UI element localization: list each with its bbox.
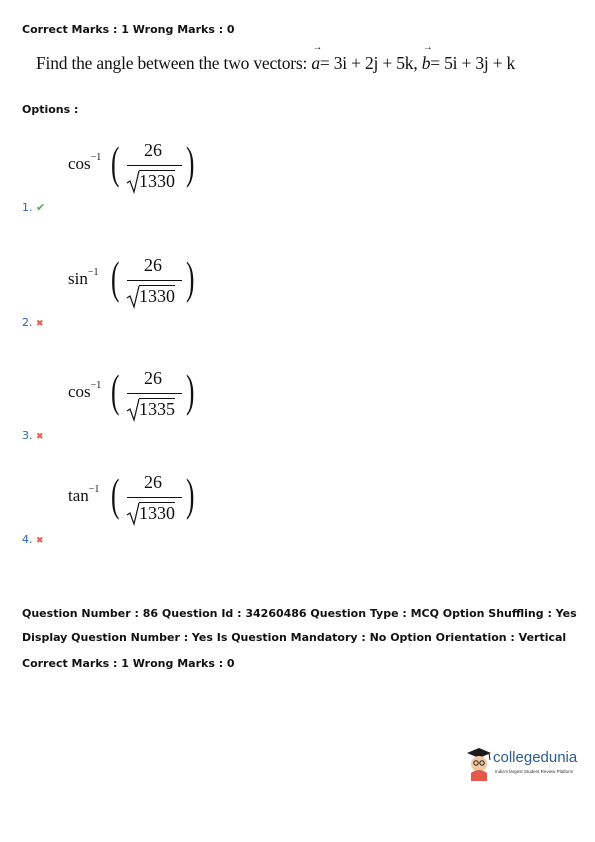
vector-b: → b <box>421 42 433 73</box>
vector-arrow-icon: → <box>422 42 433 53</box>
option-formula: $\sin^{-1}$ ( 26 1330 ) <box>68 255 208 315</box>
cross-icon: ✖ <box>36 319 44 329</box>
question-prefix: Find the angle between the two vectors: <box>36 53 308 73</box>
numerator: 26 <box>144 140 162 160</box>
options-label: Options : <box>22 103 79 116</box>
radical-icon <box>126 502 140 526</box>
fraction-line <box>127 497 182 498</box>
function-name: $\tan^{-1}$ <box>68 484 100 505</box>
numerator: 26 <box>144 368 162 388</box>
function-name: $\cos^{-1}$ <box>68 380 102 401</box>
function-name: $\sin^{-1}$ <box>68 267 99 288</box>
marks-header: Correct Marks : 1 Wrong Marks : 0 <box>22 23 235 36</box>
question-text <box>36 42 516 74</box>
option-number: 4. ✖ <box>22 533 44 546</box>
question-meta-line-1: Question Number : 86 Question Id : 34260486 Question Type : MCQ Option Shuffling : Yes <box>22 607 577 620</box>
check-icon: ✔ <box>36 201 46 214</box>
radical-icon <box>126 285 140 309</box>
logo-text: collegedunia <box>493 749 578 766</box>
vector-b-expression: = 5i + 3j + k <box>430 53 516 73</box>
right-paren: ) <box>186 252 195 303</box>
fraction-line <box>127 280 182 281</box>
option-number: 3. ✖ <box>22 429 44 442</box>
radical-icon <box>126 398 140 422</box>
right-paren: ) <box>186 365 195 416</box>
left-paren: ( <box>111 469 120 520</box>
left-paren: ( <box>111 137 120 188</box>
option-number: 1. ✔ <box>22 201 46 214</box>
right-paren: ) <box>186 469 195 520</box>
option-formula: $\cos^{-1}$ ( 26 1330 ) <box>68 140 208 200</box>
question-meta-line-2: Display Question Number : Yes Is Question Mandatory : No Option Orientation : Vertical <box>22 631 567 644</box>
cross-icon: ✖ <box>36 536 44 546</box>
left-paren: ( <box>111 252 120 303</box>
numerator: 26 <box>144 472 162 492</box>
right-paren: ) <box>186 137 195 188</box>
option-number: 2. ✖ <box>22 316 44 329</box>
fraction-line <box>127 393 182 394</box>
vector-arrow-icon: → <box>312 42 323 53</box>
left-paren: ( <box>111 365 120 416</box>
mascot-icon <box>465 745 493 781</box>
radical-icon <box>126 170 140 194</box>
function-name: $\cos^{-1}$ <box>68 152 102 173</box>
option-formula: $\cos^{-1}$ ( 26 1335 ) <box>68 368 208 428</box>
cross-icon: ✖ <box>36 432 44 442</box>
question-meta-line-3: Correct Marks : 1 Wrong Marks : 0 <box>22 657 235 670</box>
numerator: 26 <box>144 255 162 275</box>
vector-a: → a <box>311 42 323 73</box>
logo-tagline: India's largest Student Review Platform <box>495 769 574 774</box>
option-formula: $\tan^{-1}$ ( 26 1330 ) <box>68 472 208 532</box>
vector-a-expression: = 3i + 2j + 5k, <box>319 53 418 73</box>
collegedunia-logo <box>465 745 580 785</box>
fraction-line <box>127 165 182 166</box>
